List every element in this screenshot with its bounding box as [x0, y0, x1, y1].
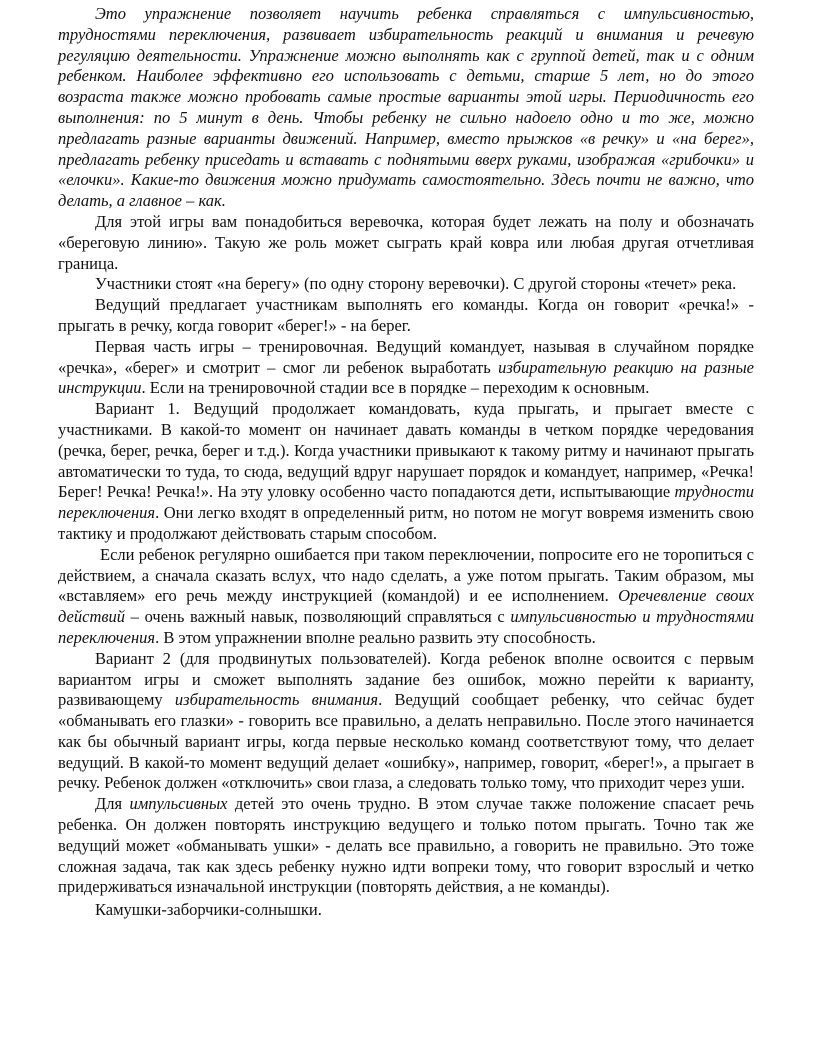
emphasis-text: Оречевление своих действий — [58, 586, 754, 627]
emphasis-text: импульсивностью и трудностями переключения — [58, 607, 754, 647]
paragraph-rope: Для этой игры вам понадобиться веревочка, которая будет лежать на полу и обозначать «береговую линию». Такую же роль может сыграть край ковра или любая другая отчетливая граница. — [58, 211, 754, 273]
text-segment: Вариант 1. Ведущий продолжает командовать, куда прыгать, и прыгает вместе с участниками. В какой-то момент он начинает давать команды в четком порядке чередования (речка, берег, речка, берег и т.д.). Когда участники привыкают к такому ритму и начинают прыгать автоматически то туда, то сюда, ведущий вдруг нарушает порядок и командует, например, «Речка! Берег! Речка! Речка!». На эту уловку особенно часто попадаются дети, испытывающие — [58, 399, 754, 502]
emphasis-text: импульсивных — [129, 794, 228, 814]
paragraph-impulsive-children — [58, 794, 754, 898]
paragraph-variant-1 — [58, 399, 754, 545]
text-segment: Вариант 2 (для продвинутых пользователей). Когда ребенок вполне освоится с первым вариантом игры и сможет выполнять задание без ошибок, можно перейти к варианту, развивающему — [58, 648, 754, 710]
text-segment: . Они легко входят в определенный ритм, но потом не могут вовремя изменить свою тактику и продолжают действовать старым способом. — [58, 503, 754, 543]
text-segment: . Если на тренировочной стадии все в порядке – переходим к основным. — [141, 378, 650, 398]
text-segment: . В этом упражнении вполне реально развить эту способность. — [155, 627, 596, 647]
text-segment: Если ребенок регулярно ошибается при таком переключении, попросите его не торопиться с действием, а сначала сказать вслух, что надо сделать, а уже потом прыгать. Таким образом, мы «вставляем» его речь между инструкцией (командой) и ее исполнением. — [58, 544, 754, 606]
document-page — [58, 4, 754, 921]
text-segment: . Ведущий сообщает ребенку, что сейчас будет «обманывать его глазки» - говорить все правильно, а делать неправильно. После этого начинается как бы обычный вариант игры, когда первые несколько команд соответствуют тому, что делает ведущий. В какой-то момент ведущий делает «ошибку», например, говорит, «берег!», а прыгает в речку. Ребенок должен «отключить» свои глаза, а следовать только тому, что приходит через уши. — [58, 690, 755, 793]
paragraph-training-part — [58, 337, 754, 399]
paragraph-switching-errors — [58, 545, 754, 649]
text-segment: детей это очень трудно. В этом случае также положение спасает речь ребенка. Он должен повторять инструкцию ведущего и только потом прыгать. Точно так же ведущий может «обманывать ушки» - делать все правильно, а говорить не правильно. Это тоже сложная задача, так как здесь ребенку нужно идти вопреки тому, что говорит взрослый и четко придерживаться изначальной инструкции (повторять действия, а не команды). — [58, 794, 754, 897]
text-segment: – очень важный навык, позволяющий справляться с — [125, 607, 511, 627]
paragraph-variant-2 — [58, 649, 754, 795]
text-segment: Для — [95, 794, 130, 814]
next-game-heading: Камушки-заборчики-солнышки. — [95, 900, 322, 920]
intro-paragraph: Это упражнение позволяет научить ребенка справляться с импульсивностью, трудностями переключения, развивает избирательность реакций и внимания и речевую регуляцию деятельности. Упражнение можно выполнять как с группой детей, так и с одним ребенком. Наиболее эффективно его использовать с детьми, старше 5 лет, но до этого возраста также можно пробовать самые простые варианты этой игры. Периодичность его выполнения: по 5 минут в день. Чтобы ребенку не сильно надоело одно и то же, можно предлагать разные варианты движений. Например, вместо прыжков «в речку» и «на берег», предлагать ребенку приседать и вставать с поднятыми вверх руками, изображая «грибочки» и «елочки». Какие-то движения можно придумать самостоятельно. Здесь почти не важно, что делать, а главное – как. — [58, 4, 754, 211]
paragraph-leader-commands: Ведущий предлагает участникам выполнять его команды. Когда он говорит «речка!» - прыгать в речку, когда говорит «берег!» - на берег. — [58, 295, 754, 335]
paragraph-participants: Участники стоят «на берегу» (по одну сторону веревочки). С другой стороны «течет» река. — [95, 274, 737, 294]
text-segment: Первая часть игры – тренировочная. Ведущий командует, называя в случайном порядке «речка», «берег» и смотрит – смог ли ребенок выработать — [58, 336, 754, 377]
emphasis-text: трудности переключения — [58, 482, 754, 523]
emphasis-text: избирательность внимания — [174, 690, 379, 710]
emphasis-text: избирательную реакцию на разные инструкции — [58, 357, 754, 398]
